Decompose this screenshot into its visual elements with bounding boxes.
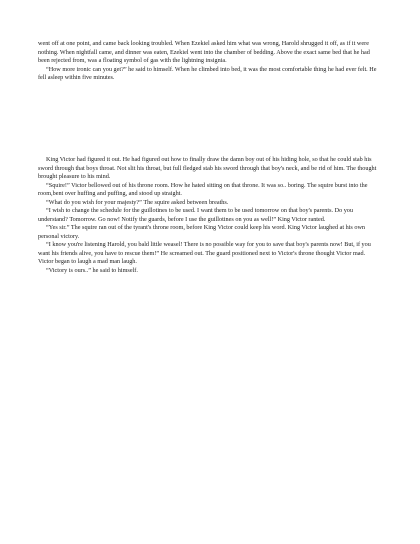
- paragraph: “I wish to change the schedule for the guillotines to be used. I want them to be used tomorrow on that boy's parents. Do you understand? Tomorrow. Go now! Notify the guards, before I use the guillotines on you as well!” King Victor ranted.: [38, 207, 353, 223]
- paragraph: “Yes sir.” The squire ran out of the tyrant's throne room, before King Victor could keep his word. King Victor laughed at his own personal victory.: [38, 224, 366, 240]
- paragraph: went off at one point, and came back looking troubled. When Ezekiel asked him what was wrong, Harold shrugged it off, as if it were nothing. When nightfall came, and dinner was eaten, Ezekiel went into the chamber of bedding. Above the exact same bed that he had been rejected from, was a floating symbol of gas with the lightning insignia.: [38, 40, 370, 64]
- text-section-1: [38, 40, 380, 83]
- text-section-2: [38, 156, 380, 275]
- paragraph: “I know you're listening Harold, you bald little weasel! There is no possible way for you to save that boy's parents now! But, if you want his friends alive, you have to rescue them!” He screamed out. The guard positioned next to Victor's throne thought Victor mad. Victor began to laugh a mad man laugh.: [38, 241, 371, 265]
- paragraph: King Victor had figured it out. He had figured out how to finally draw the damn boy out of his hiding hole, so that he could stab his sword through that boys throat. Not slit his throat, but full fledged stab his sword through that boy's neck, and be rid of him. The thought brought pleasure to his mind.: [38, 156, 377, 180]
- paragraph: “Squire!” Victor bellowed out of his throne room. How he hated sitting on that throne. It was so.. boring. The squire burst into the room,bent over huffing and puffing, and stood up straight.: [38, 181, 368, 197]
- paragraph: “Victory is ours..” he said to himself.: [46, 266, 138, 274]
- paragraph: “How more ironic can you get?” he said to himself. When he climbed into bed, it was the most comfortable thing he had ever felt. He fell asleep within five minutes.: [38, 65, 377, 81]
- paragraph: “What do you wish for your majesty?” The squire asked between breaths.: [46, 198, 229, 206]
